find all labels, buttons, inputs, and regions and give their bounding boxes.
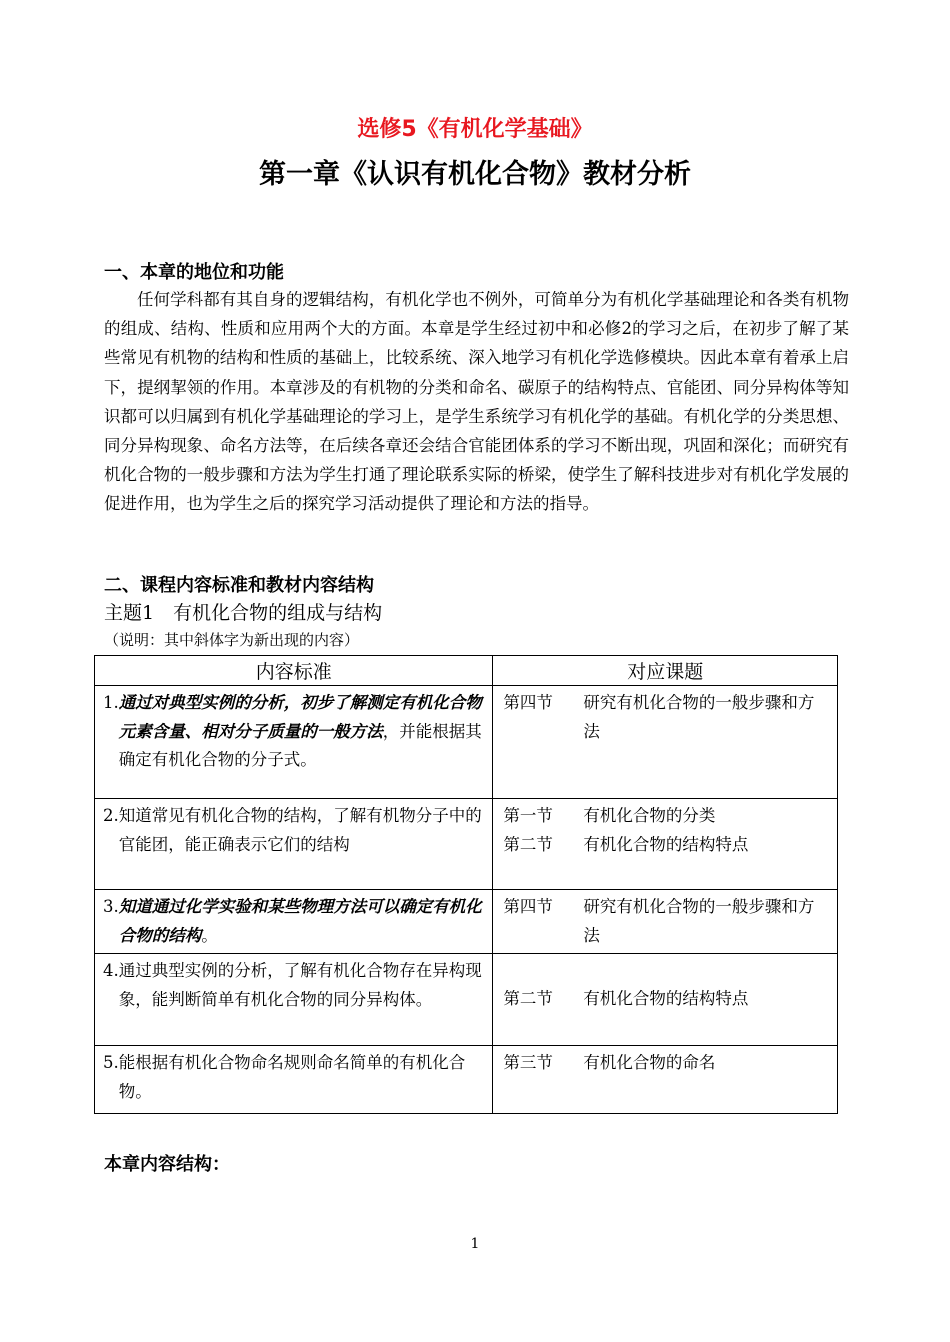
lesson-section: 第四节 [503,897,553,916]
topic-title: 主题1 有机化合物的组成与结构 [104,602,383,624]
lesson-name: 有机化合物的命名 [583,1053,716,1072]
table-row [95,890,838,954]
lesson-name: 有机化合物的分类 [583,806,716,825]
lesson-section: 第二节 [503,834,553,854]
lesson-cell [493,954,838,1046]
table-row [95,1046,838,1114]
lesson-section: 第三节 [503,1053,553,1072]
standard-number: 5. [103,1053,119,1072]
standard-cell [95,799,493,890]
lesson-name: 有机化合物的结构特点 [583,834,749,854]
table-row [95,799,838,890]
lesson-cell [493,686,838,799]
section-paragraph-1: 任何学科都有其自身的逻辑结构，有机化学也不例外，可简单分为有机化学基础理论和各类有机物的组成、结构、性质和应用两个大的方面。本章是学生经过初中和必修2的学习之后，在初步了解了某些常见有机物的结构和性质的基础上，比较系统、深入地学习有机化学选修模块。因此本章有着承上启下，提纲挈领的作用。本章涉及的有机物的分类和命名、碳原子的结构特点、官能团、同分异构体等知识都可以归属到有机化学基础理论的学习上，是学生系统学习有机化学的基础。有机化学的分类思想、同分异构现象、命名方法等，在后续各章还会结合官能团体系的学习不断出现，巩固和深化；而研究有机化合物的一般步骤和方法为学生打通了理论联系实际的桥梁，使学生了解科技进步对有机化学发展的促进作用，也为学生之后的探究学习活动提供了理论和方法的指导。 [104,290,849,514]
lesson-section: 第一节 [503,806,553,825]
lesson-name: 研究有机化合物的一般步骤和方法 [583,897,815,945]
section-heading-1: 一、本章的地位和功能 [104,262,284,283]
standard-number: 4. [103,961,119,980]
standard-number: 2. [103,806,119,825]
table-header-standard: 内容标准 [95,656,493,686]
standard-text: ，并能根据其确定有机化合物的分子式。 [118,721,482,769]
standard-text: 。 [201,925,218,945]
standard-text: 通过典型实例的分析，了解有机化合物存在异构现象，能判断简单有机化合物的同分异构体。 [118,961,482,1009]
lesson-section: 第四节 [503,693,553,712]
course-title: 选修5《有机化学基础》 [357,117,593,142]
standard-cell [95,686,493,799]
lesson-cell [493,890,838,954]
standard-text: 能根据有机化合物命名规则命名简单的有机化合物。 [118,1053,466,1101]
lesson-cell [493,799,838,890]
table-header-lesson: 对应课题 [493,656,838,686]
page-number: 1 [470,1236,480,1252]
table-header-row [95,656,838,686]
standard-cell [95,954,493,1046]
standard-number: 3. [103,897,119,916]
lesson-cell [493,1046,838,1114]
standard-text: 知道常见有机化合物的结构，了解有机物分子中的官能团，能正确表示它们的结构 [118,806,482,854]
standard-number: 1. [103,693,119,712]
section-heading-2: 二、课程内容标准和教材内容结构 [104,575,374,596]
standard-cell [95,890,493,954]
standards-table [94,655,838,1114]
lesson-section: 第二节 [503,989,553,1009]
table-row [95,686,838,799]
section-heading-3: 本章内容结构： [104,1154,230,1175]
table-note: （说明：其中斜体字为新出现的内容） [104,631,360,649]
standard-text-italic: 通过对典型实例的分析，初步了解测定有机化合物元素含量、相对分子质量的一般方法 [118,693,482,741]
page-title: 第一章《认识有机化合物》教材分析 [259,159,691,190]
standard-cell [95,1046,493,1114]
table-row [95,954,838,1046]
lesson-name: 有机化合物的结构特点 [583,989,749,1009]
standard-text-italic: 知道通过化学实验和某些物理方法可以确定有机化合物的结构 [118,897,482,945]
lesson-name: 研究有机化合物的一般步骤和方法 [583,693,815,741]
